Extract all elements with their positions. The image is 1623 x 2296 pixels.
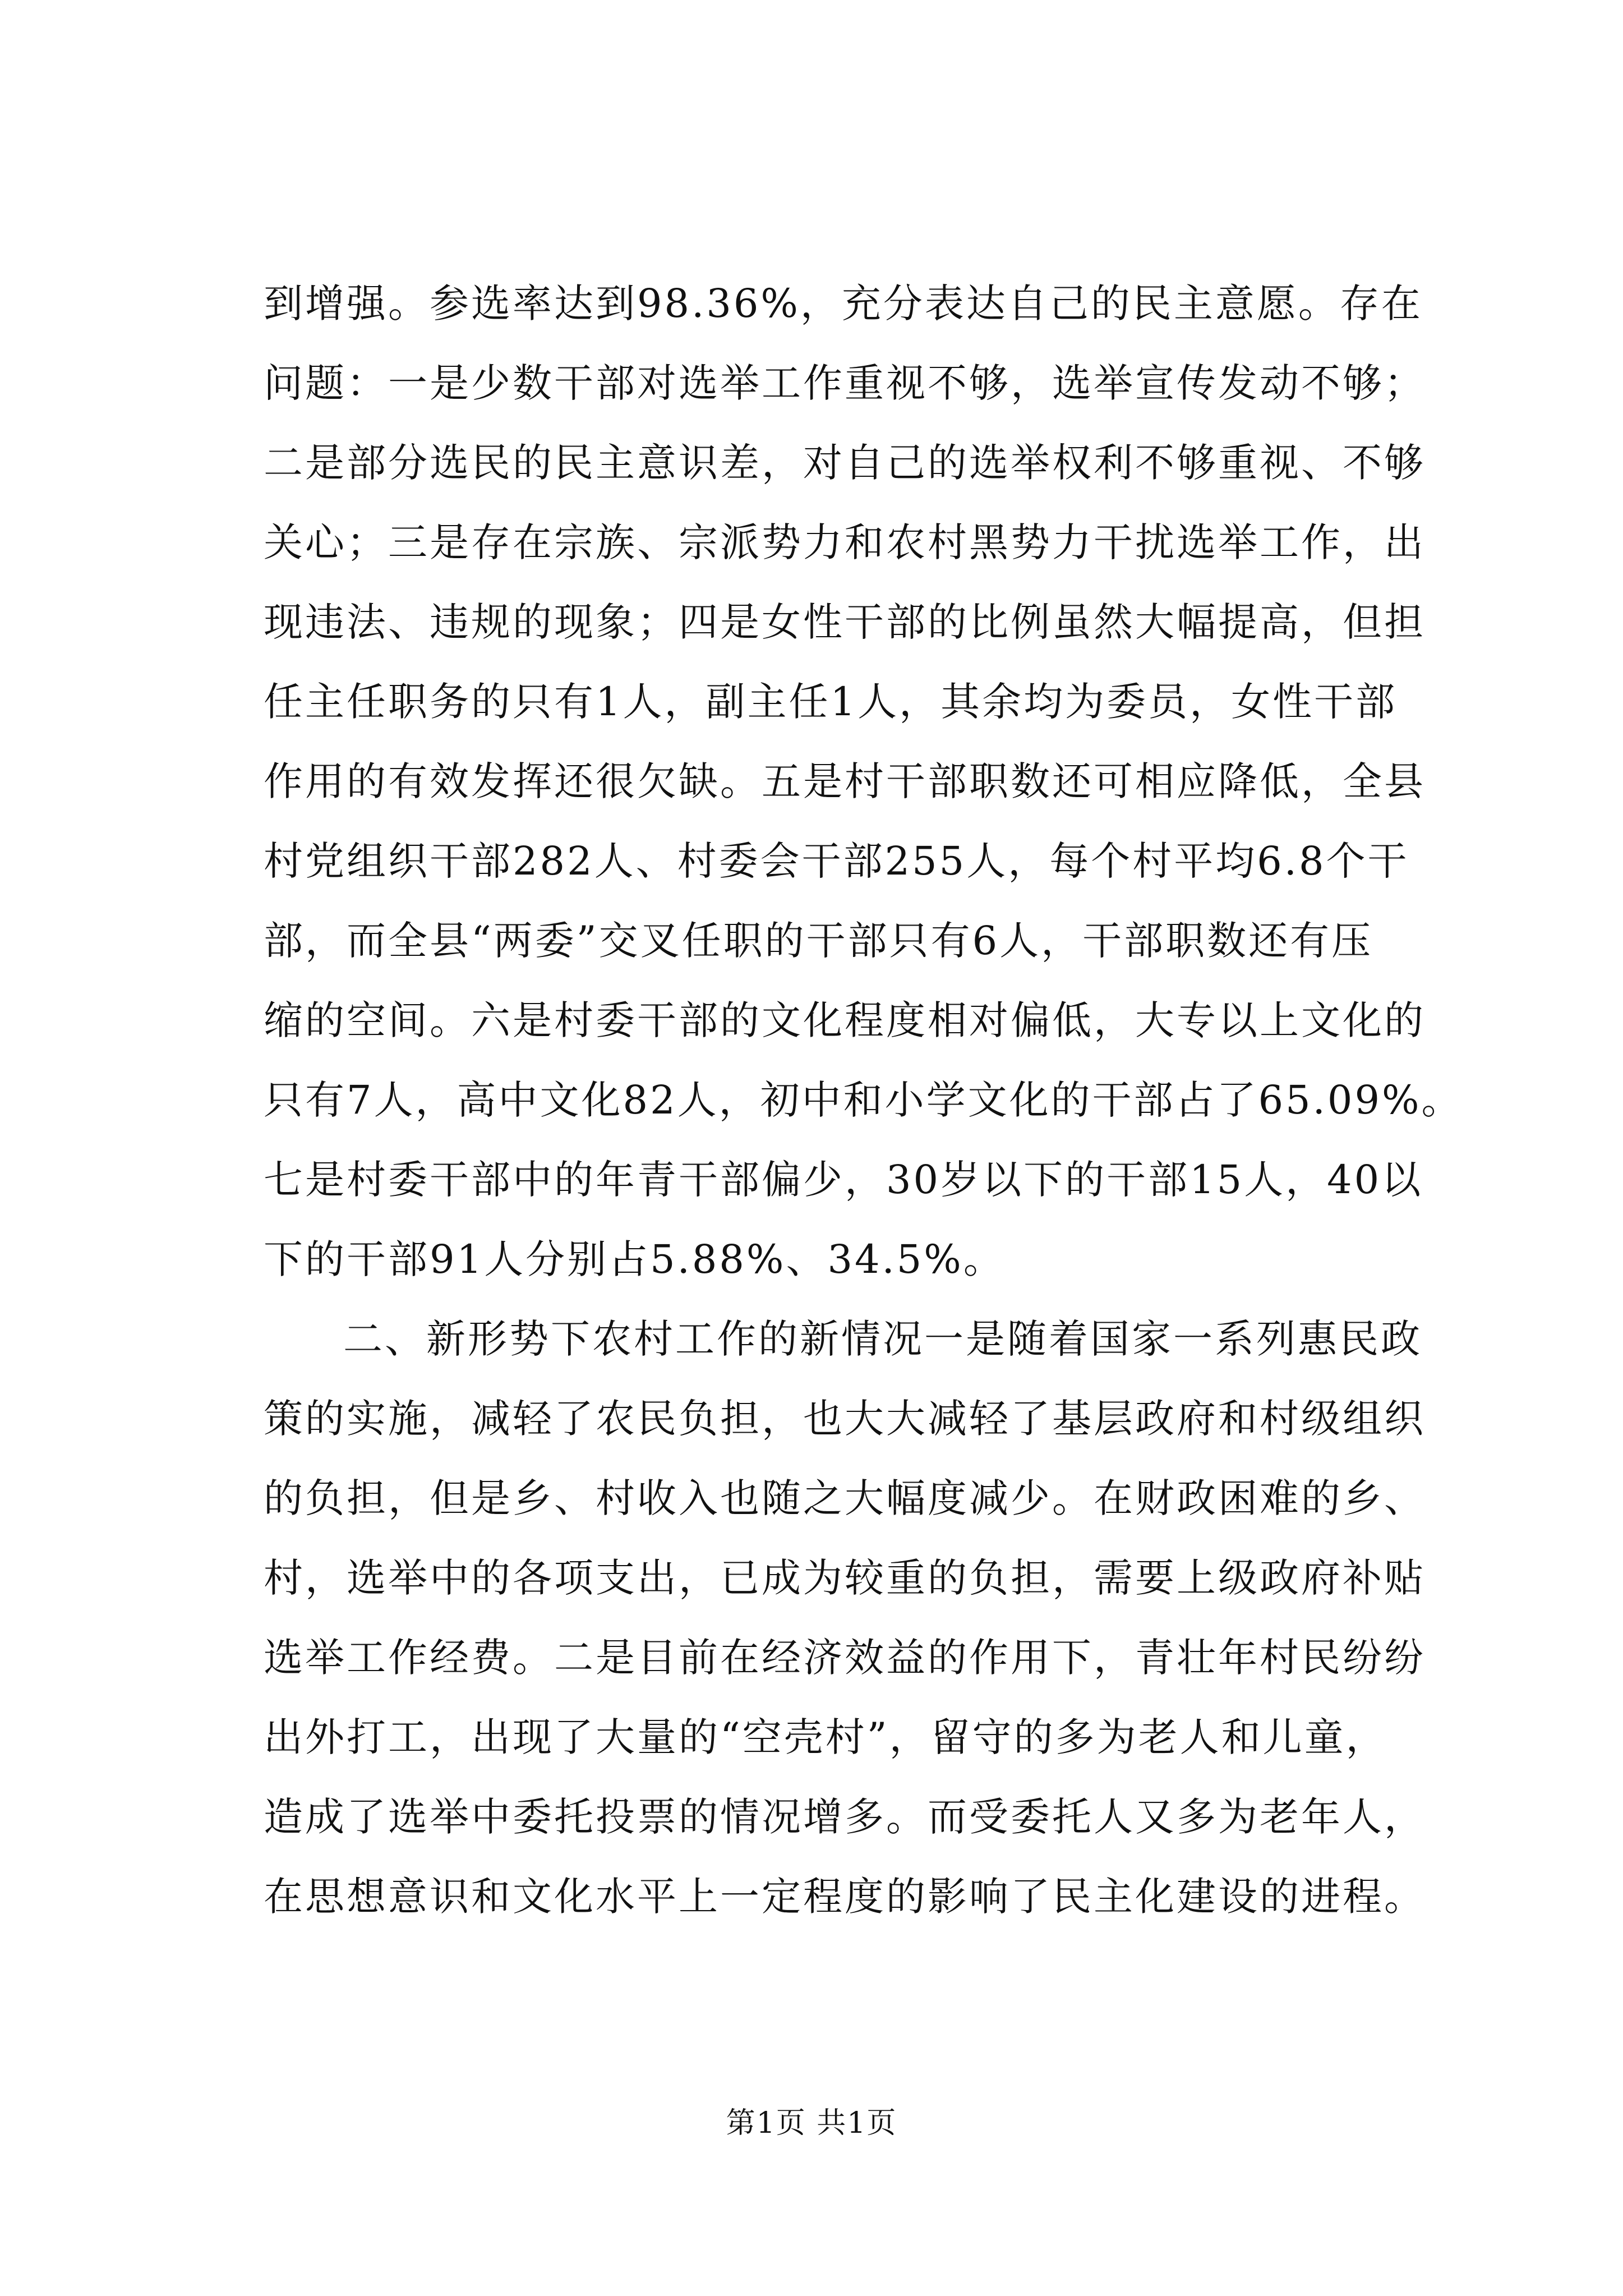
text-line: 在思想意识和文化水平上一定程度的影响了民主化建设的进程。 — [264, 1874, 1426, 1920]
text-line: 二是部分选民的民主意识差，对自己的选举权利不够重视、不够 — [264, 440, 1426, 486]
text-line: 部，而全县“两委”交叉任职的干部只有6人，干部职数还有压 — [264, 918, 1373, 964]
text-line: 到增强。参选率达到98.36%，充分表达自己的民主意愿。存在 — [264, 280, 1423, 326]
body-text — [264, 264, 1463, 1936]
text-line: 缩的空间。六是村委干部的文化程度相对偏低，大专以上文化的 — [264, 997, 1426, 1043]
text-line: 村党组织干部282人、村委会干部255人，每个村平均6.8个干 — [264, 838, 1409, 884]
text-line: 下的干部91人分别占5.88%、34.5%。 — [264, 1236, 1005, 1282]
text-line: 现违法、违规的现象；四是女性干部的比例虽然大幅提高，但担 — [264, 599, 1426, 645]
text-line: 作用的有效发挥还很欠缺。五是村干部职数还可相应降低，全县 — [264, 758, 1426, 804]
text-line: 关心；三是存在宗族、宗派势力和农村黑势力干扰选举工作，出 — [264, 519, 1426, 565]
text-line: 村，选举中的各项支出，已成为较重的负担，需要上级政府补贴 — [264, 1555, 1426, 1601]
text-line: 的负担，但是乡、村收入也随之大幅度减少。在财政困难的乡、 — [264, 1475, 1426, 1521]
text-line: 任主任职务的只有1人，副主任1人，其余均为委员，女性干部 — [264, 679, 1398, 725]
text-line: 选举工作经费。二是目前在经济效益的作用下，青壮年村民纷纷 — [264, 1635, 1426, 1681]
text-line: 七是村委干部中的年青干部偏少，30岁以下的干部15人，40以 — [264, 1157, 1423, 1203]
text-line: 造成了选举中委托投票的情况增多。而受委托人又多为老年人， — [264, 1794, 1426, 1840]
text-line: 只有7人，高中文化82人，初中和小学文化的干部占了65.09%。 — [264, 1077, 1463, 1123]
text-line: 问题：一是少数干部对选举工作重视不够，选举宣传发动不够； — [264, 360, 1426, 406]
text-line: 策的实施，减轻了农民负担，也大大减轻了基层政府和村级组织 — [264, 1396, 1426, 1442]
text-line: 出外打工，出现了大量的“空壳村”，留守的多为老人和儿童， — [264, 1714, 1387, 1760]
paragraph-start-line: 二、新形势下农村工作的新情况一是随着国家一系列惠民政 — [343, 1316, 1422, 1362]
page-footer — [0, 2104, 1623, 2143]
page-number: 第1页 共1页 — [726, 2106, 897, 2140]
